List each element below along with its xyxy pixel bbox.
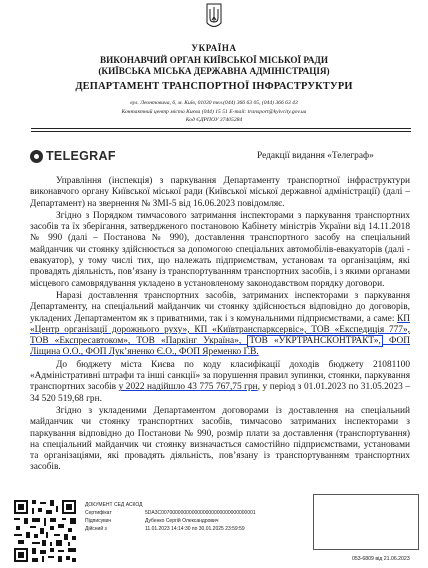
org-name-line1: ВИКОНАВЧИЙ ОРГАН КИЇВСЬКОЇ МІСЬКОЇ РАДИ bbox=[100, 55, 328, 65]
budget-2023-amount: , у період з 01.01.2023 по 31.05.2023 – 34 520 519,68 грн. bbox=[30, 382, 411, 404]
signature-header: ДОКУМЕНТ СЕД АСКОД bbox=[85, 502, 143, 508]
telegraf-logo bbox=[30, 149, 116, 163]
signature-signer: Підписувач Дубенко Сергій Олександрович bbox=[85, 518, 219, 524]
header-divider bbox=[31, 128, 411, 129]
country-name: УКРАЇНА bbox=[191, 43, 237, 53]
qr-code-icon bbox=[12, 498, 78, 564]
edrpou-code: Код ЄДРПОУ 37405284 bbox=[185, 117, 243, 123]
highlighted-contractor: ТОВ «УКРТРАНСКОНТРАКТ», bbox=[249, 336, 381, 347]
digital-signature-block bbox=[85, 501, 256, 533]
address-line2: Контактний центр міста Києва (044) 15 51 E-mail: transport@kyivcity.gov.ua bbox=[121, 109, 307, 115]
registration-number: 053-6809 від 21.06.2023 bbox=[352, 556, 410, 562]
telegraf-logo-icon bbox=[30, 150, 43, 163]
department-title: ДЕПАРТАМЕНТ ТРАНСПОРТНОЇ ІНФРАСТРУКТУРИ bbox=[75, 81, 353, 92]
paragraph-fees: Згідно з укладеними Департаментом договорами із доставлення на спеціальний майданчик чи стоянку транспортних засобів, тимчасово затриманих інспекторами з паркування відповідно до Постанови № 990, розмір плати за доставлення (транспортування) на спеціальний майданчик чи стоянку визначається самостійно підприємствами, установами та організаціями, які провадять діяльність, пов’язану із транспортуванням транспортних засобів. bbox=[30, 405, 410, 473]
signature-validity: Дійсний з 11.01.2023 14:14:30 по 30.01.2025 23:59:59 bbox=[85, 526, 245, 532]
ukraine-trident-icon bbox=[206, 3, 222, 30]
paragraph-procedure: Згідно з Порядком тимчасового затримання інспекторами з паркування транспортних засобів та їх зберігання, затвердженого постановою Кабінету міністрів України від 14.11.2018 № 990 (далі – Постанова № 990), доставлення транспортного засобу на спеціальний майданчик чи стоянку здійснюється за допомогою спеціальних автомобілів-евакуаторів (далі - евакуатор), у тому числі тих, що належать підприємствам, установам та організаціям, які провадять діяльність, пов’язану із транспортуванням транспортних засобів, і з якими органами місцевого самоврядування укладено в установленому законодавством порядку договори. bbox=[30, 210, 410, 289]
budget-2022-amount: у 2022 надійшло 43 775 767,75 грн bbox=[118, 382, 258, 393]
recipient: Редакції видання «Телеграф» bbox=[257, 151, 374, 161]
logo-text: TELEGRAF bbox=[46, 149, 116, 163]
address-line1: вул. Леонтовича, 6, м. Київ, 01030 тел.(044) 366 63 05, (044) 366 63 43 bbox=[130, 100, 298, 106]
contractors-intro: Наразі доставлення транспортних засобів, затриманих інспекторами з паркування Департаменту, на спеціальний майданчик чи стоянку здійснюється відповідно до договорів, укладених Департаментом як з приватними, так і з комунальними підприємствами, а саме: bbox=[30, 290, 410, 324]
paragraph-intro: Управління (інспекція) з паркування Департаменту транспортної інфраструктури виконавчого органу Київської міської ради (Київської міської державної адміністрації) (далі – Департамент) на звернення № ЗМІ-5 від 16.06.2023 повідомляє. bbox=[30, 176, 410, 209]
paragraph-contractors bbox=[30, 291, 410, 359]
budget-intro: До бюджету міста Києва по коду класифікації доходів бюджету 21081100 «Адміністративні штрафи та інші санкції» за порушення правил зупинки, стоянки, паркування транспортних засобів bbox=[30, 359, 410, 393]
contractors-list-2: ФОП Ліщина О.О., ФОП Лук’яненко Є.О., ФОП Яременко Г.В. bbox=[30, 336, 410, 358]
org-name-line2: (КИЇВСЬКА МІСЬКА ДЕРЖАВНА АДМІНІСТРАЦІЯ) bbox=[98, 66, 330, 76]
signature-certificate: Сертифікат 5DA3C0070000000000000000000000000000001 bbox=[85, 510, 256, 516]
header-divider-thin bbox=[31, 131, 411, 132]
paragraph-budget bbox=[30, 360, 410, 405]
letter-body bbox=[30, 176, 410, 475]
contractors-list-1: КП «Центр організації дорожнього руху», КП «Київтранспарксервіс», ТОВ «Експедиція 777», ТОВ «Експресавтоком», ТОВ «Паркінг Україна», bbox=[30, 313, 410, 347]
registration-stamp bbox=[313, 494, 419, 550]
